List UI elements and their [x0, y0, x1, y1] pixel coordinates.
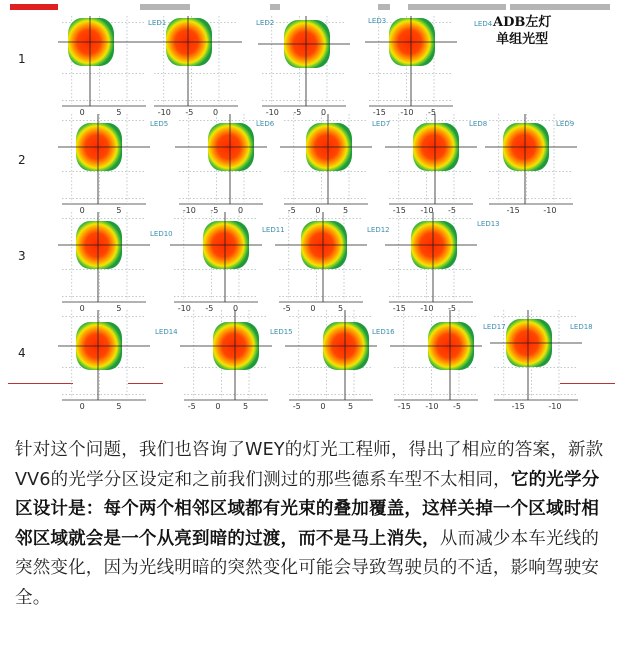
axis-tick-label: -5	[282, 304, 291, 313]
led-label-led13: LED13	[477, 220, 500, 228]
axis-tick-label: -5	[292, 402, 301, 411]
led-label-led15: LED15	[270, 328, 293, 336]
row-label-1: 1	[18, 52, 26, 66]
led-label-led14: LED14	[155, 328, 178, 336]
led-label-led9: LED9	[556, 120, 575, 128]
axis-tick-label: 0	[320, 402, 326, 411]
beam-plot-r3-c2	[170, 210, 262, 318]
axis-tick-label: 5	[116, 402, 122, 411]
axis-tick-label: 0	[315, 206, 321, 215]
axis-tick-label: 0	[310, 304, 316, 313]
axis-tick-label: 0	[321, 108, 327, 117]
axis-tick-label: -5	[293, 108, 302, 117]
axis-tick-label: -10	[548, 402, 562, 411]
paragraph-part-3: 从而减少本车光线的突然变化，因为光线明暗的突然变化可能会导致驾驶员的不适，影响驾驶安全。	[15, 528, 600, 608]
axis-tick-label: 0	[213, 108, 219, 117]
beam-plot-r4-c3	[285, 308, 377, 416]
axis-tick-label: -5	[453, 402, 461, 411]
led-label-led2: LED2	[256, 19, 275, 27]
axis-tick-label: -5	[187, 402, 196, 411]
axis-tick-label: -10	[420, 304, 434, 313]
axis-tick-label: -5	[205, 304, 214, 313]
axis-tick-label: 0	[233, 304, 239, 313]
axis-tick-label: -10	[182, 206, 196, 215]
led-label-led17: LED17	[483, 323, 506, 331]
led-label-led11: LED11	[262, 226, 285, 234]
axis-tick-label: -5	[428, 108, 436, 117]
beam-plot-r1-c4	[365, 14, 457, 122]
axis-tick-label: -15	[392, 304, 406, 313]
title-line-2: 单组光型	[496, 32, 549, 47]
axis-tick-label: -10	[420, 206, 434, 215]
axis-tick-label: -10	[177, 304, 191, 313]
axis-tick-label: 5	[116, 206, 122, 215]
beam-plot-r3-c1	[58, 210, 150, 318]
led-label-led8: LED8	[469, 120, 488, 128]
paragraph-part-1: 针对这个问题，我们也咨询了WEY的灯光工程师，得出了相应的答案，新款VV6的光学分区设定和之前我们测过的那些德系车型不太相同，	[15, 440, 604, 490]
led-label-led5: LED5	[150, 120, 169, 128]
article-paragraph	[15, 436, 610, 613]
axis-tick-label: 0	[238, 206, 244, 215]
axis-tick-label: -15	[392, 206, 406, 215]
beam-plot-r2-c5	[485, 112, 577, 220]
led-label-led1: LED1	[148, 19, 167, 27]
axis-tick-label: -10	[400, 108, 414, 117]
axis-tick-label: -5	[287, 206, 296, 215]
led-label-led12: LED12	[367, 226, 390, 234]
led-label-led3: LED3	[368, 17, 387, 25]
beam-plot-r3-c3	[275, 210, 367, 318]
axis-tick-label: 5	[348, 402, 354, 411]
axis-tick-label: -15	[511, 402, 525, 411]
led-label-led16: LED16	[372, 328, 395, 336]
beam-plot-r2-c4	[385, 112, 477, 220]
row-label-3: 3	[18, 249, 26, 263]
axis-tick-label: -5	[210, 206, 219, 215]
axis-tick-label: 0	[79, 108, 85, 117]
beam-plot-r1-c2	[150, 14, 242, 122]
beam-plot-r4-c4	[390, 308, 482, 416]
led-label-led7: LED7	[372, 120, 391, 128]
beam-plot-r2-c3	[280, 112, 372, 220]
axis-tick-label: -10	[157, 108, 171, 117]
axis-tick-label: -15	[506, 206, 520, 215]
led-label-led6: LED6	[256, 120, 275, 128]
led-label-led18: LED18	[570, 323, 593, 331]
axis-tick-label: -5	[185, 108, 194, 117]
row-label-4: 4	[18, 346, 26, 360]
axis-tick-label: 5	[243, 402, 249, 411]
axis-tick-label: 5	[343, 206, 349, 215]
axis-tick-label: 5	[338, 304, 344, 313]
axis-tick-label: 0	[79, 304, 85, 313]
title-line-1: ADB左灯	[493, 15, 552, 30]
axis-tick-label: 5	[116, 108, 122, 117]
axis-tick-label: -10	[265, 108, 279, 117]
axis-tick-label: -10	[425, 402, 439, 411]
axis-tick-label: 5	[116, 304, 122, 313]
beam-plot-r4-c2	[180, 308, 272, 416]
axis-tick-label: 0	[79, 206, 85, 215]
axis-tick-label: 0	[79, 402, 85, 411]
axis-tick-label: -5	[448, 206, 456, 215]
axis-tick-label: -15	[372, 108, 386, 117]
beam-plot-r3-c4	[385, 210, 477, 318]
paragraph-bold-part: 它的光学分区设计是：每个两个相邻区域都有光束的叠加覆盖，这样关掉一个区域时相邻区域就会是一个从亮到暗的过渡，而不是马上消失，	[15, 469, 600, 549]
row-label-2: 2	[18, 153, 26, 167]
led-label-led10: LED10	[150, 230, 173, 238]
axis-tick-label: -5	[448, 304, 456, 313]
axis-tick-label: -10	[543, 206, 557, 215]
beam-plot-r2-c2	[175, 112, 267, 220]
beam-plot-r1-c1	[58, 14, 150, 122]
chart-title	[493, 14, 551, 48]
axis-tick-label: 0	[215, 402, 221, 411]
beam-plot-r2-c1	[58, 112, 150, 220]
led-label-led4: LED4	[474, 20, 493, 28]
axis-tick-label: -15	[397, 402, 411, 411]
beam-plot-r4-c1	[58, 308, 150, 416]
beam-plot-r1-c3	[258, 14, 350, 122]
